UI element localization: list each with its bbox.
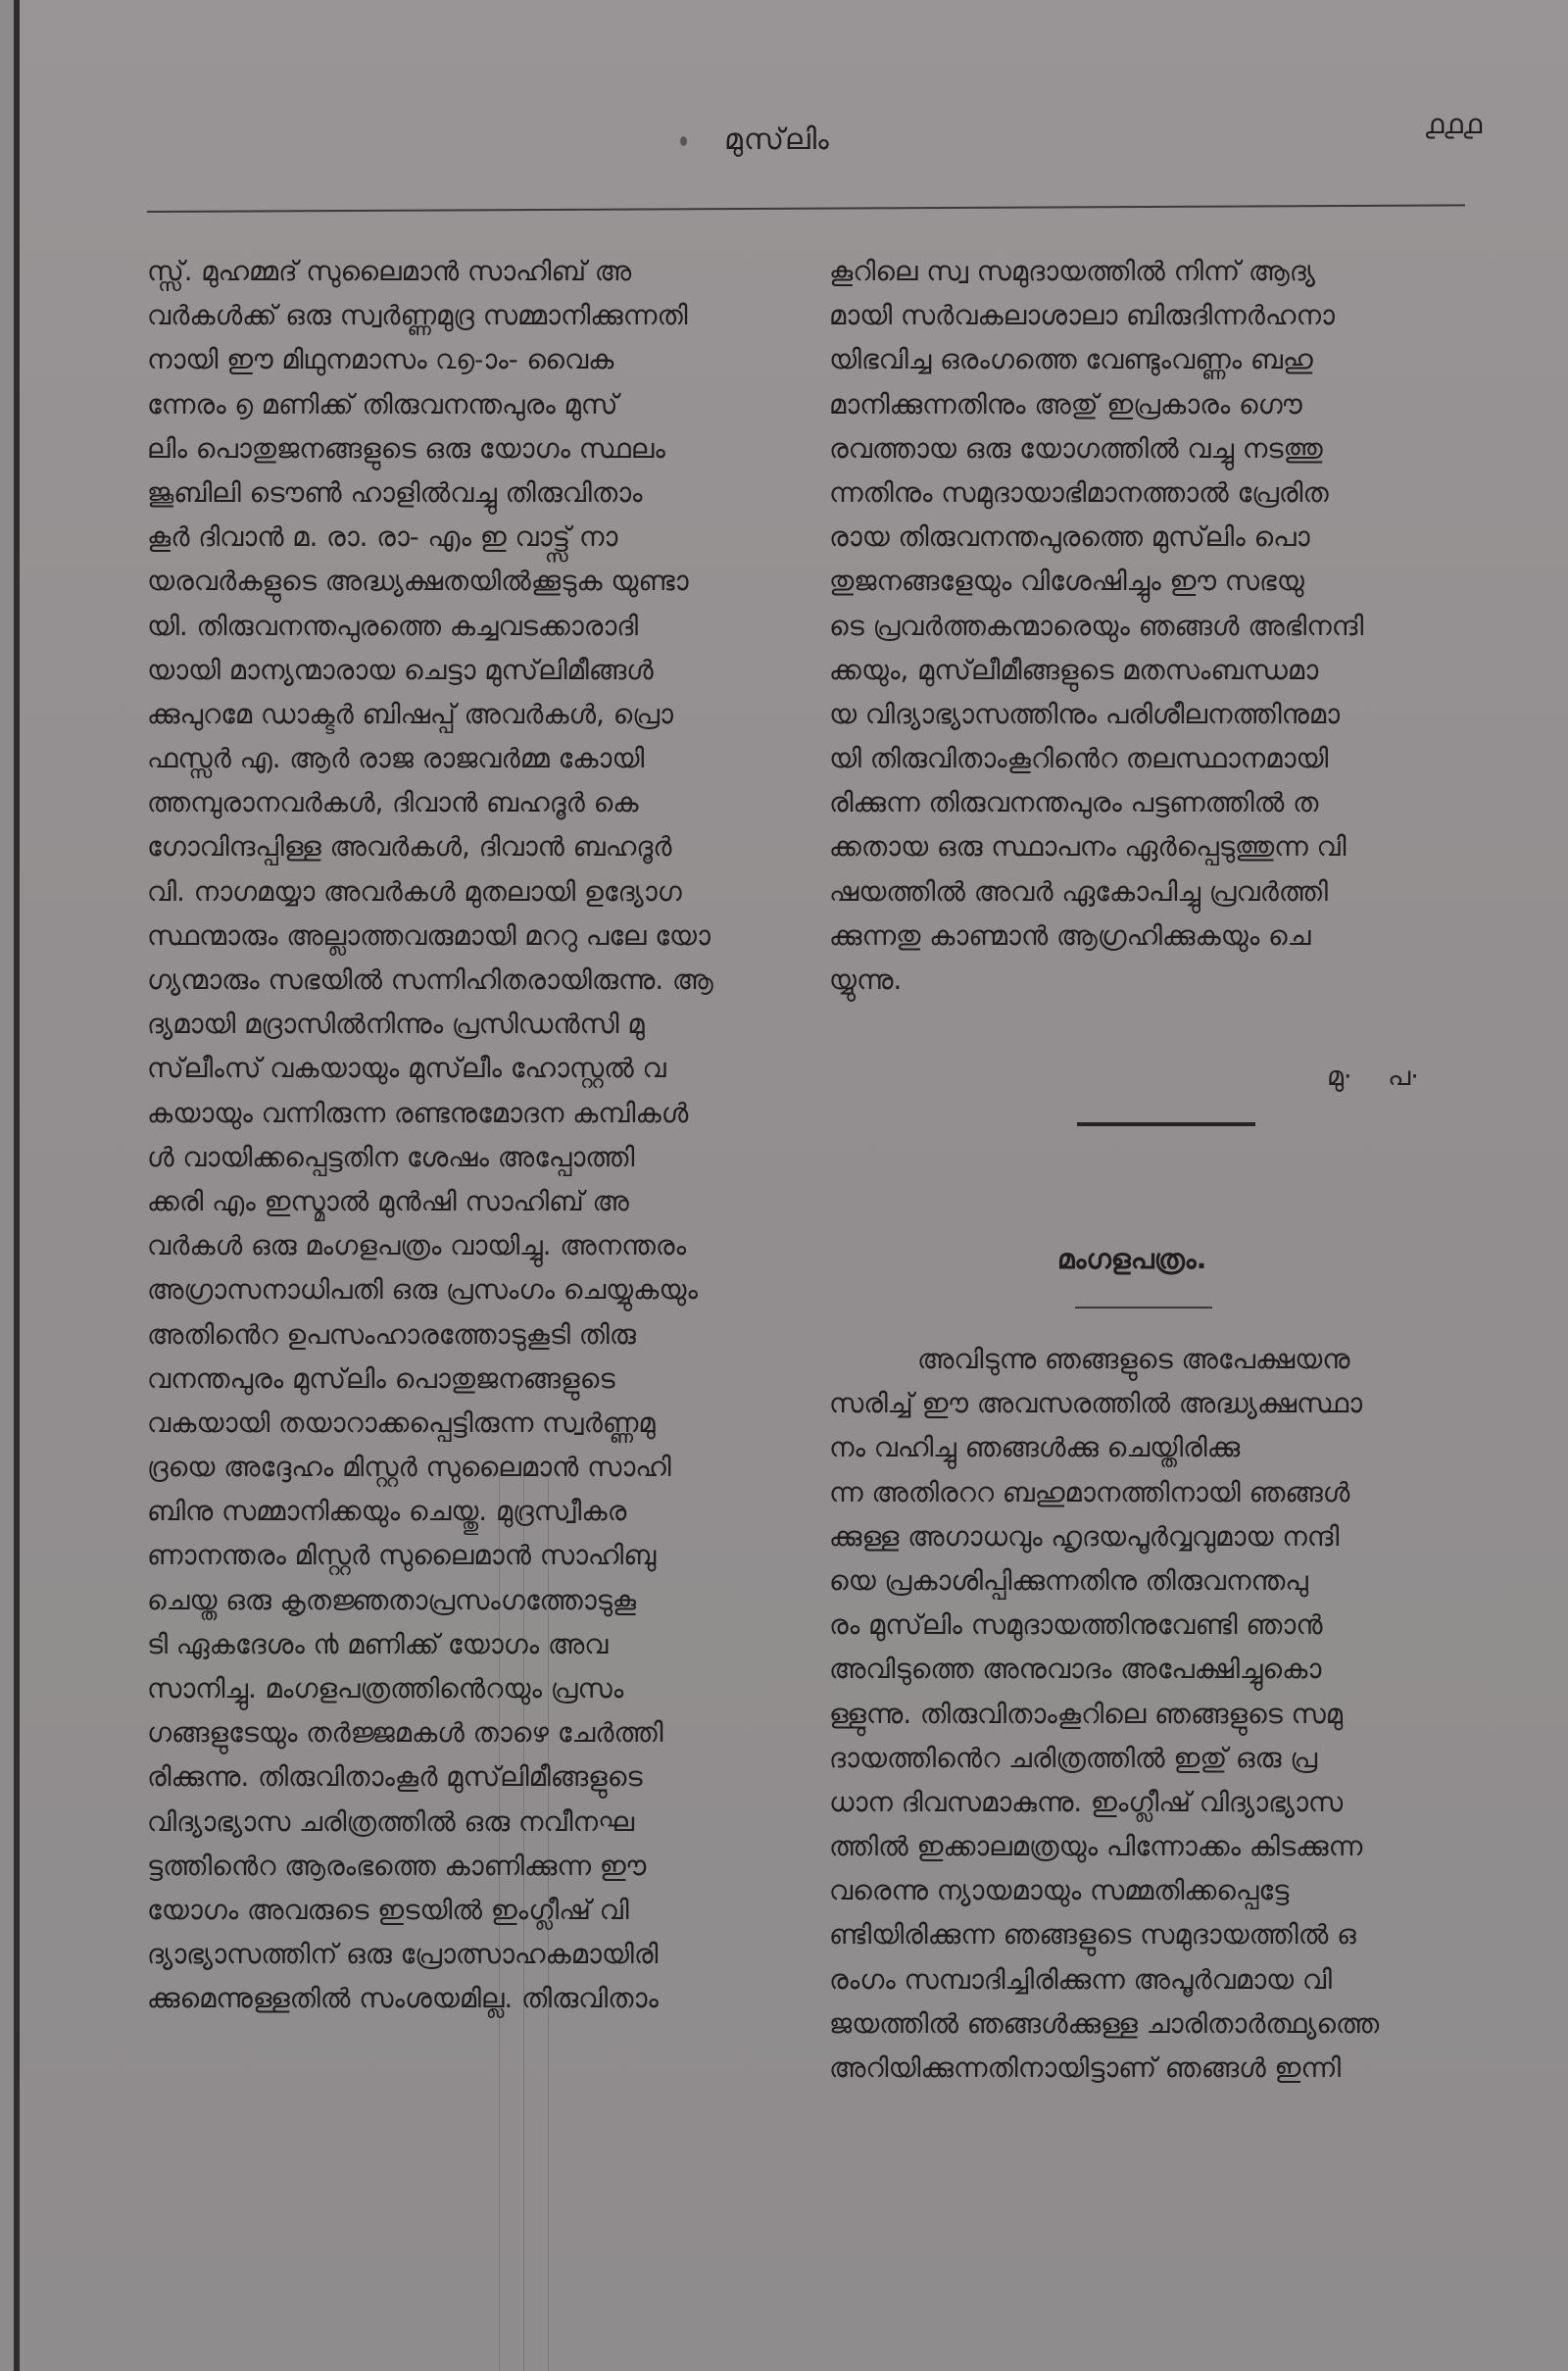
text-line: രം മുസ്‌ലിം സമുദായത്തിനുവേണ്ടി ഞാൻ (829, 1609, 1323, 1642)
text-line: സാനിച്ചു. മംഗളപത്രത്തിൻെറയും പ്രസം (147, 1673, 624, 1704)
text-line: അവിടുന്നു ഞങ്ങളുടെ അപേക്ഷയനു (917, 1344, 1350, 1375)
text-line: ടി ഏകദേശം ൯ മണിക്ക് യോഗം അവ (147, 1628, 609, 1660)
author-signature: മു· പ· (1327, 1062, 1419, 1092)
text-line: അതിൻെറ ഉപസംഹാരത്തോടുകൂടി തിരു (147, 1318, 636, 1351)
text-line: ദ്രയെ അദ്ദേഹം മിസ്റ്റർ സുലൈമാൻ സാഹി (147, 1452, 671, 1484)
text-line: യോഗം അവരുടെ ഇടയിൽ ഇംഗ്ലീഷ് വി (147, 1894, 629, 1926)
text-line: ൾ വായിക്കപ്പെട്ടതിന ശേഷം അപ്പോത്തി (147, 1141, 635, 1173)
text-line: ഫസ്സർ എ. ആർ രാജ രാജവർമ്മ കോയി (147, 743, 645, 775)
text-line: മായി സർവകലാശാലാ ബിരുദിന്നർഹനാ (829, 300, 1335, 332)
text-line: ണാനന്തരം മിസ്റ്റർ സുലൈമാൻ സാഹിബു (147, 1540, 657, 1572)
left-column (147, 250, 784, 2022)
text-line: അഗ്രാസനാധിപതി ഒരു പ്രസംഗം ചെയ്യുകയും (147, 1274, 699, 1307)
text-line: ഷയത്തിൽ അവർ ഏകോപിച്ചു പ്രവർത്തി (829, 875, 1328, 908)
text-line: ദ്യാഭ്യാസത്തിന് ഒരു പ്രോത്സാഹകമായിരി (147, 1939, 659, 1971)
text-line: രിക്കുന്ന തിരുവനന്തപുരം പട്ടണത്തിൽ ത (829, 787, 1319, 819)
text-line: യ വിദ്യാഭ്യാസത്തിനും പരിശീലനത്തിനുമാ (829, 698, 1341, 730)
text-line: കൂറിലെ സ്വ സമുദായത്തിൽ നിന്ന് ആദ്യ (829, 256, 1316, 287)
text-line: വരെന്നു ന്യായമായും സമ്മതിക്കപ്പെട്ടേ (829, 1875, 1290, 1907)
text-line: ദായത്തിൻെറ ചരിത്രത്തിൽ ഇതു് ഒരു പ്ര (829, 1742, 1318, 1774)
text-line: വനന്തപുരം മുസ്‌ലിം പൊതുജനങ്ങളുടെ (147, 1362, 615, 1395)
page-number: ൧൧൧ (1425, 108, 1483, 140)
running-title: മുസ്‌ലിം (724, 123, 830, 157)
text-line: ക്കുപുറമേ ഡാക്ടർ ബിഷപ്പ് അവർകൾ, പ്രൊ (147, 698, 673, 730)
text-line: യി തിരുവിതാംകൂറിൻെറ തലസ്ഥാനമായി (829, 743, 1329, 775)
running-head (680, 123, 830, 157)
text-line: അവിടുത്തെ അനുവാദം അപേക്ഷിച്ചുകൊ (829, 1654, 1322, 1686)
section-separator-rule (1077, 1122, 1255, 1126)
binding-edge (14, 0, 20, 2371)
text-line: രംഗം സമ്പാദിച്ചിരിക്കുന്ന അപൂർവമായ വി (829, 1963, 1332, 1996)
text-line: യായി മാന്യന്മാരായ ചെട്ടാ മുസ്‌ലിമീങ്ങൾ (147, 654, 654, 686)
text-line: ധാന ദിവസമാകുന്നു. ഇംഗ്ലീഷ് വിദ്യാഭ്യാസ (829, 1786, 1344, 1818)
text-line: സ്‌ലീംസ് വകയായും മുസ്‌ലീം ഹോസ്റ്റൽ വ (147, 1053, 666, 1085)
text-line: സരിച്ച് ഈ അവസരത്തിൽ അദ്ധ്യക്ഷസ്ഥാ (829, 1388, 1363, 1420)
text-line: ക്കയും, മുസ്‌ലീമീങ്ങളുടെ മതസംബന്ധമാ (829, 654, 1319, 686)
text-line: വകയായി തയാറാക്കപ്പെട്ടിരുന്ന സ്വർണ്ണമു (147, 1407, 656, 1439)
text-line: ജയത്തിൽ ഞങ്ങൾക്കുള്ള ചാരിതാർത്ഥ്യത്തെ (829, 2007, 1380, 2040)
text-line: രിക്കുന്നു. തിരുവിതാംകൂർ മുസ്‌ലിമീങ്ങളുടെ (147, 1761, 643, 1794)
text-line: ക്കുള്ള അഗാധവും ഹൃദയപൂർവ്വവുമായ നന്ദി (829, 1520, 1340, 1553)
text-line: ഗോവിന്ദപ്പിള്ള അവർകൾ, ദിവാൻ ബഹദൂർ (147, 831, 672, 864)
text-line: ട്ടത്തിൻെറ ആരംഭത്തെ കാണിക്കുന്ന ഈ (147, 1850, 647, 1882)
text-line: വിദ്യാഭ്യാസ ചരിത്രത്തിൽ ഒരു നവീനഘ (147, 1805, 634, 1838)
header-rule (147, 204, 1465, 213)
text-line: രവത്തായ ഒരു യോഗത്തിൽ വച്ചു നടത്തു (829, 432, 1323, 465)
scanned-page (14, 0, 1568, 2371)
text-line: യിഭവിച്ച ഒരംഗത്തെ വേണ്ടുംവണ്ണം ബഹു (829, 344, 1313, 376)
text-line: വി. നാഗമയ്യാ അവർകൾ മുതലായി ഉദ്യോഗ (147, 875, 682, 908)
text-line: കയായും വന്നിരുന്ന രണ്ടനുമോദന കമ്പികൾ (147, 1097, 689, 1129)
text-line: ക്കുന്നതു കാണ്മാൻ ആഗ്രഹിക്കുകയും ചെ (829, 919, 1311, 952)
text-line: ലിം പൊതുജനങ്ങളുടെ ഒരു യോഗം സ്ഥലം (147, 432, 665, 465)
text-line: കൂർ ദിവാൻ മ. രാ. രാ- എം ഇ വാട്ട്സ് നാ (147, 521, 618, 554)
address-text (829, 1338, 1520, 2091)
text-line: ഗ്യന്മാരും സഭയിൽ സന്നിഹിതരായിരുന്നു. ആ (147, 964, 713, 996)
section-title: മംഗളപത്രം. (1057, 1243, 1207, 1275)
text-line: ത്തിൽ ഇക്കാലമത്രയും പിന്നോക്കം കിടക്കുന്ന (829, 1831, 1363, 1863)
text-line: ക്കതായ ഒരു സ്ഥാപനം ഏർപ്പെടുത്തുന്ന വി (829, 831, 1347, 864)
text-line: ചെയ്ത ഒരു കൃതജ്ഞതാപ്രസംഗത്തോടുകൂ (147, 1584, 637, 1616)
text-line: മാനിക്കുന്നതിനും അതു് ഇപ്രകാരം ഗൌ (829, 388, 1302, 420)
text-line: അറിയിക്കുന്നതിനായിട്ടാണ് ഞങ്ങൾ ഇന്നി (829, 2052, 1342, 2084)
text-line: ദ്യമായി മദ്രാസിൽനിന്നും പ്രസിഡൻസി മു (147, 1009, 645, 1041)
text-line: നായി ഈ മിഥുനമാസം ൨൭-ാം- വൈക (147, 344, 614, 376)
text-line: ള്ളുന്നു. തിരുവിതാംകൂറിലെ ഞങ്ങളുടെ സമു (829, 1698, 1344, 1730)
text-line: യരവർകളുടെ അദ്ധ്യക്ഷതയിൽക്കൂടുക യുണ്ടാ (147, 566, 689, 598)
text-line: ക്കരി എം ഇസ്മാൽ മുൻഷി സാഹിബ് അ (147, 1185, 629, 1217)
scan-streak (499, 1470, 500, 2371)
text-line: ക്കുമെന്നുള്ളതിൽ സംശയമില്ല. തിരുവിതാം (147, 1983, 659, 2015)
right-column-article-end (829, 250, 1520, 1003)
text-line: ണ്ടിയിരിക്കുന്ന ഞങ്ങളുടെ സമുദായത്തിൽ ഒ (829, 1919, 1356, 1951)
scan-streak (548, 1470, 549, 2371)
scan-streak (523, 1470, 524, 2371)
text-line: തുജനങ്ങളേയും വിശേഷിച്ചും ഈ സഭയു (829, 566, 1304, 598)
text-line: യി. തിരുവനന്തപുരത്തെ കച്ചവടക്കാരാദി (147, 610, 639, 642)
text-line: സ്സ്. മുഹമ്മദ് സുലൈമാൻ സാഹിബ് അ (147, 256, 632, 287)
text-line: ന്നതിനും സമുദായാഭിമാനത്താൽ പ്രേരിത (829, 476, 1329, 509)
text-line: ന്നേരം ൭ മണിക്ക് തിരുവനന്തപുരം മുസ് (147, 388, 618, 420)
ornament-dot-icon (680, 136, 687, 146)
text-line: ത്തമ്പുരാനവർകൾ, ദിവാൻ ബഹദൂർ കെ (147, 787, 639, 819)
text-line: രായ തിരുവനന്തപുരത്തെ മുസ്‌ലിം പൊ (829, 521, 1310, 554)
text-line: നം വഹിച്ചു ഞങ്ങൾക്കു ചെയ്തിരിക്കു (829, 1432, 1241, 1464)
text-line: ടെ പ്രവർത്തകന്മാരെയും ഞങ്ങൾ അഭിനന്ദി (829, 610, 1364, 642)
text-line: വർകൾക്ക് ഒരു സ്വർണ്ണമുദ്ര സമ്മാനിക്കുന്നതി (147, 300, 688, 332)
text-line: ബിനു സമ്മാനിക്കയും ചെയ്തു. മുദ്രസ്വീകര (147, 1496, 627, 1528)
text-line: ഗങ്ങളുടേയും തർജ്ജമകൾ താഴെ ചേർത്തി (147, 1717, 663, 1750)
title-underline-rule (1075, 1307, 1212, 1309)
text-line: ന്ന അതിരററ ബഹുമാനത്തിനായി ഞങ്ങൾ (829, 1476, 1350, 1508)
text-line: ജൂബിലി ടൌൺ ഹാളിൽവച്ചു തിരുവിതാം (147, 476, 643, 509)
text-line: യെ പ്രകാശിപ്പിക്കുന്നതിനു തിരുവനന്തപു (829, 1564, 1308, 1597)
text-line: വർകൾ ഒരു മംഗളപത്രം വായിച്ചു. അനന്തരം (147, 1230, 687, 1262)
text-line: യ്യുന്നു. (829, 964, 903, 996)
text-line: സ്ഥന്മാരും അല്ലാത്തവരുമായി മററു പലേ യോ (147, 919, 710, 952)
